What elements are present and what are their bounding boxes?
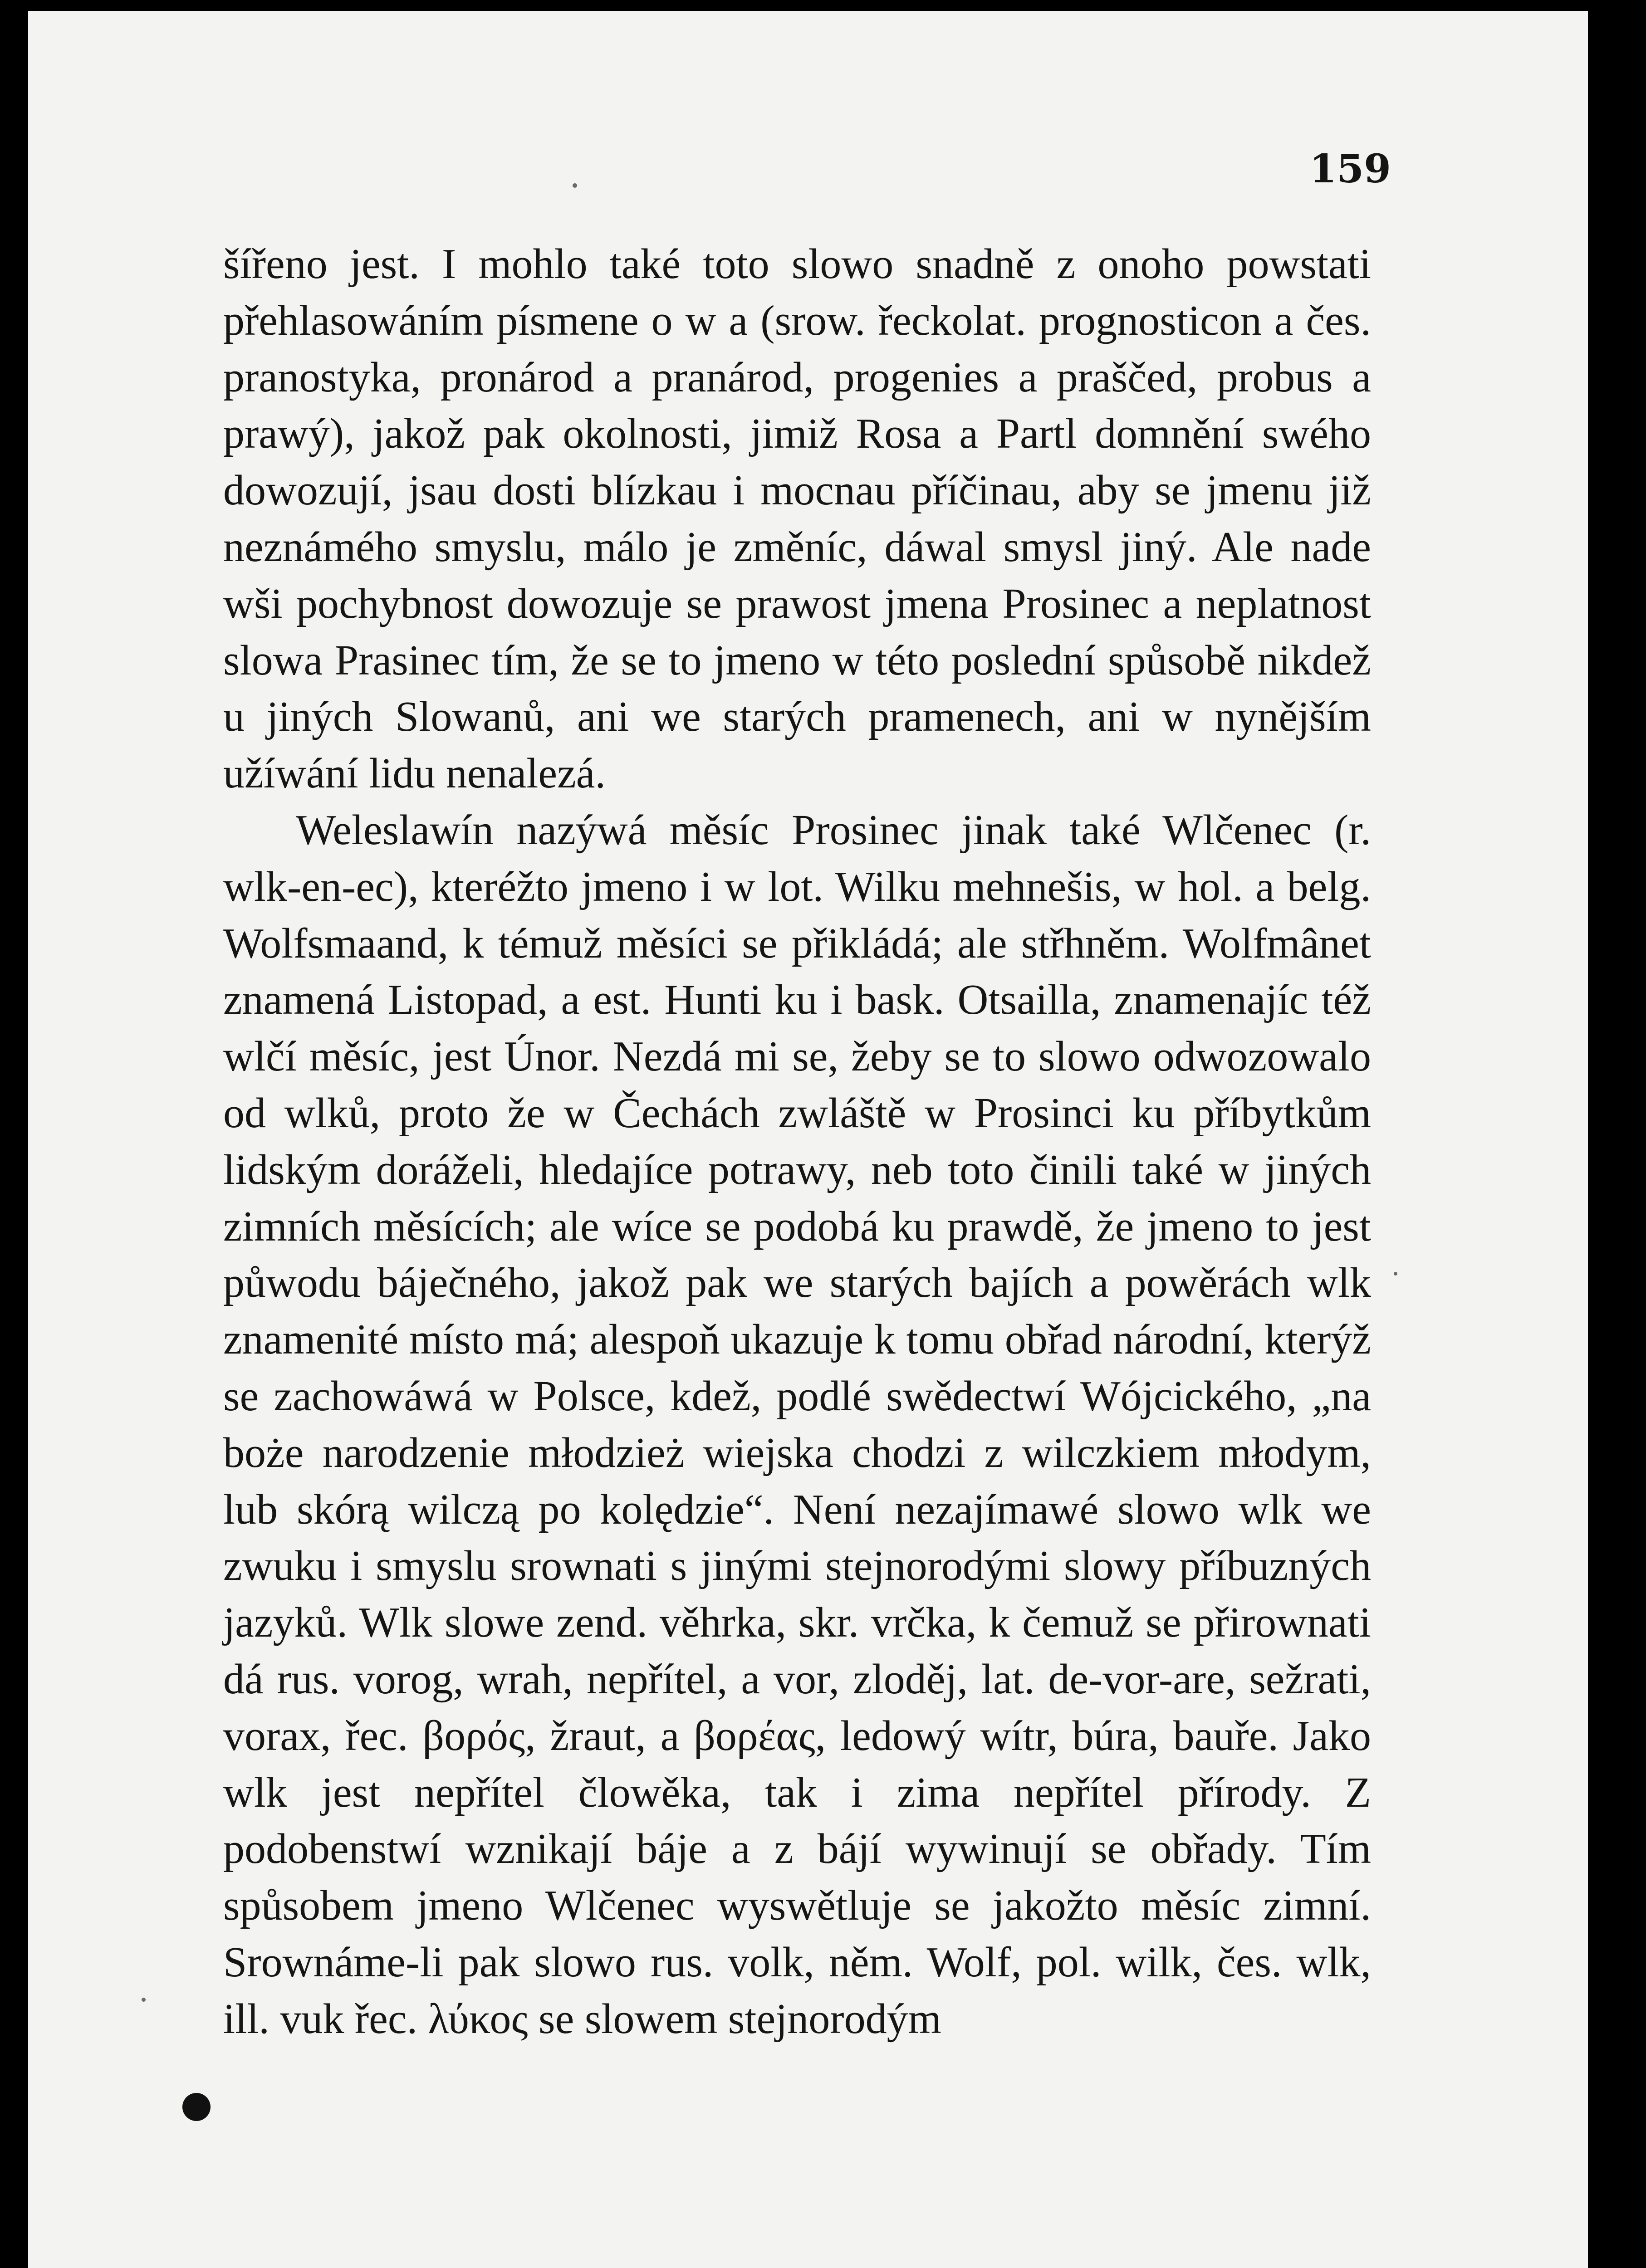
ink-blot — [182, 2093, 211, 2121]
paragraph-1: šířeno jest. I mohlo také toto slowo snadně z onoho powstati přehlasowáním písmene o w a (srow. řeckolat. prognosticon a čes. pranostyka, pronárod a pranárod, progenies a praščed, probus a prawý), jakož pak okolnosti, jimiž Rosa a Partl domnění swého dowozují, jsau dosti blízkau i mocnau příčinau, aby se jmenu již neznámého smyslu, málo je změníc, dáwal smysl jiný. Ale nade wši pochybnost dowozuje se prawost jmena Prosinec a neplatnost slowa Prasinec tím, že se to jmeno w této poslední spůsobě nikdež u jiných Slowanů, ani we starých pramenech, ani w nynějším užíwání lidu nenalezá. — [223, 240, 1371, 797]
paper-speck — [573, 183, 577, 188]
body-text — [223, 236, 1371, 2048]
paper-speck — [1394, 1272, 1397, 1276]
paragraph-2: Weleslawín nazýwá měsíc Prosinec jinak také Wlčenec (r. wlk-en-ec), kteréžto jmeno i w lot. Wilku mehnešis, w hol. a belg. Wolfsmaand, k témuž měsíci se přikládá; ale střhněm. Wolfmânet znamená Listopad, a est. Hunti ku i bask. Otsailla, znamenajíc též wlčí měsíc, jest Únor. Nezdá mi se, žeby se to slowo odwozowalo od wlků, proto že w Čechách zwláště w Prosinci ku příbytkům lidským doráželi, hledajíce potrawy, neb toto činili také w jiných zimních měsících; ale wíce se podobá ku prawdě, že jmeno to jest půwodu báječného, jakož pak we starých bajích a powěrách wlk znamenité místo má; alespoň ukazuje k tomu obřad národní, kterýž se zachowáwá w Polsce, kdež, podlé swědectwí Wójcického, „na boże narodzenie młodzież wiejska chodzi z wilczkiem młodym, lub skórą wilczą po kolędzie“. Není nezajímawé slowo wlk we zwuku i smyslu srownati s jinými stejnorodými slowy příbuzných jazyků. Wlk slowe zend. věhrka, skr. vrčka, k čemuž se přirownati dá rus. vorog, wrah, nepřítel, a vor, zloděj, lat. de-vor-are, sežrati, vorax, řec. βορός, žraut, a βορέας, ledowý wítr, búra, bauře. Jako wlk jest nepřítel člowěka, tak i zima nepřítel přírody. Z podobenstwí wznikají báje a z bájí wywinují se obřady. Tím spůsobem jmeno Wlčenec wyswětluje se jakožto měsíc zimní. Srownáme-li pak slowo rus. volk, něm. Wolf, pol. wilk, čes. wlk, ill. vuk řec. λύκος se slowem stejnorodým — [223, 806, 1371, 2043]
page-number: 159 — [1309, 146, 1391, 192]
paper-speck — [142, 1998, 146, 2002]
book-page — [28, 11, 1588, 2268]
